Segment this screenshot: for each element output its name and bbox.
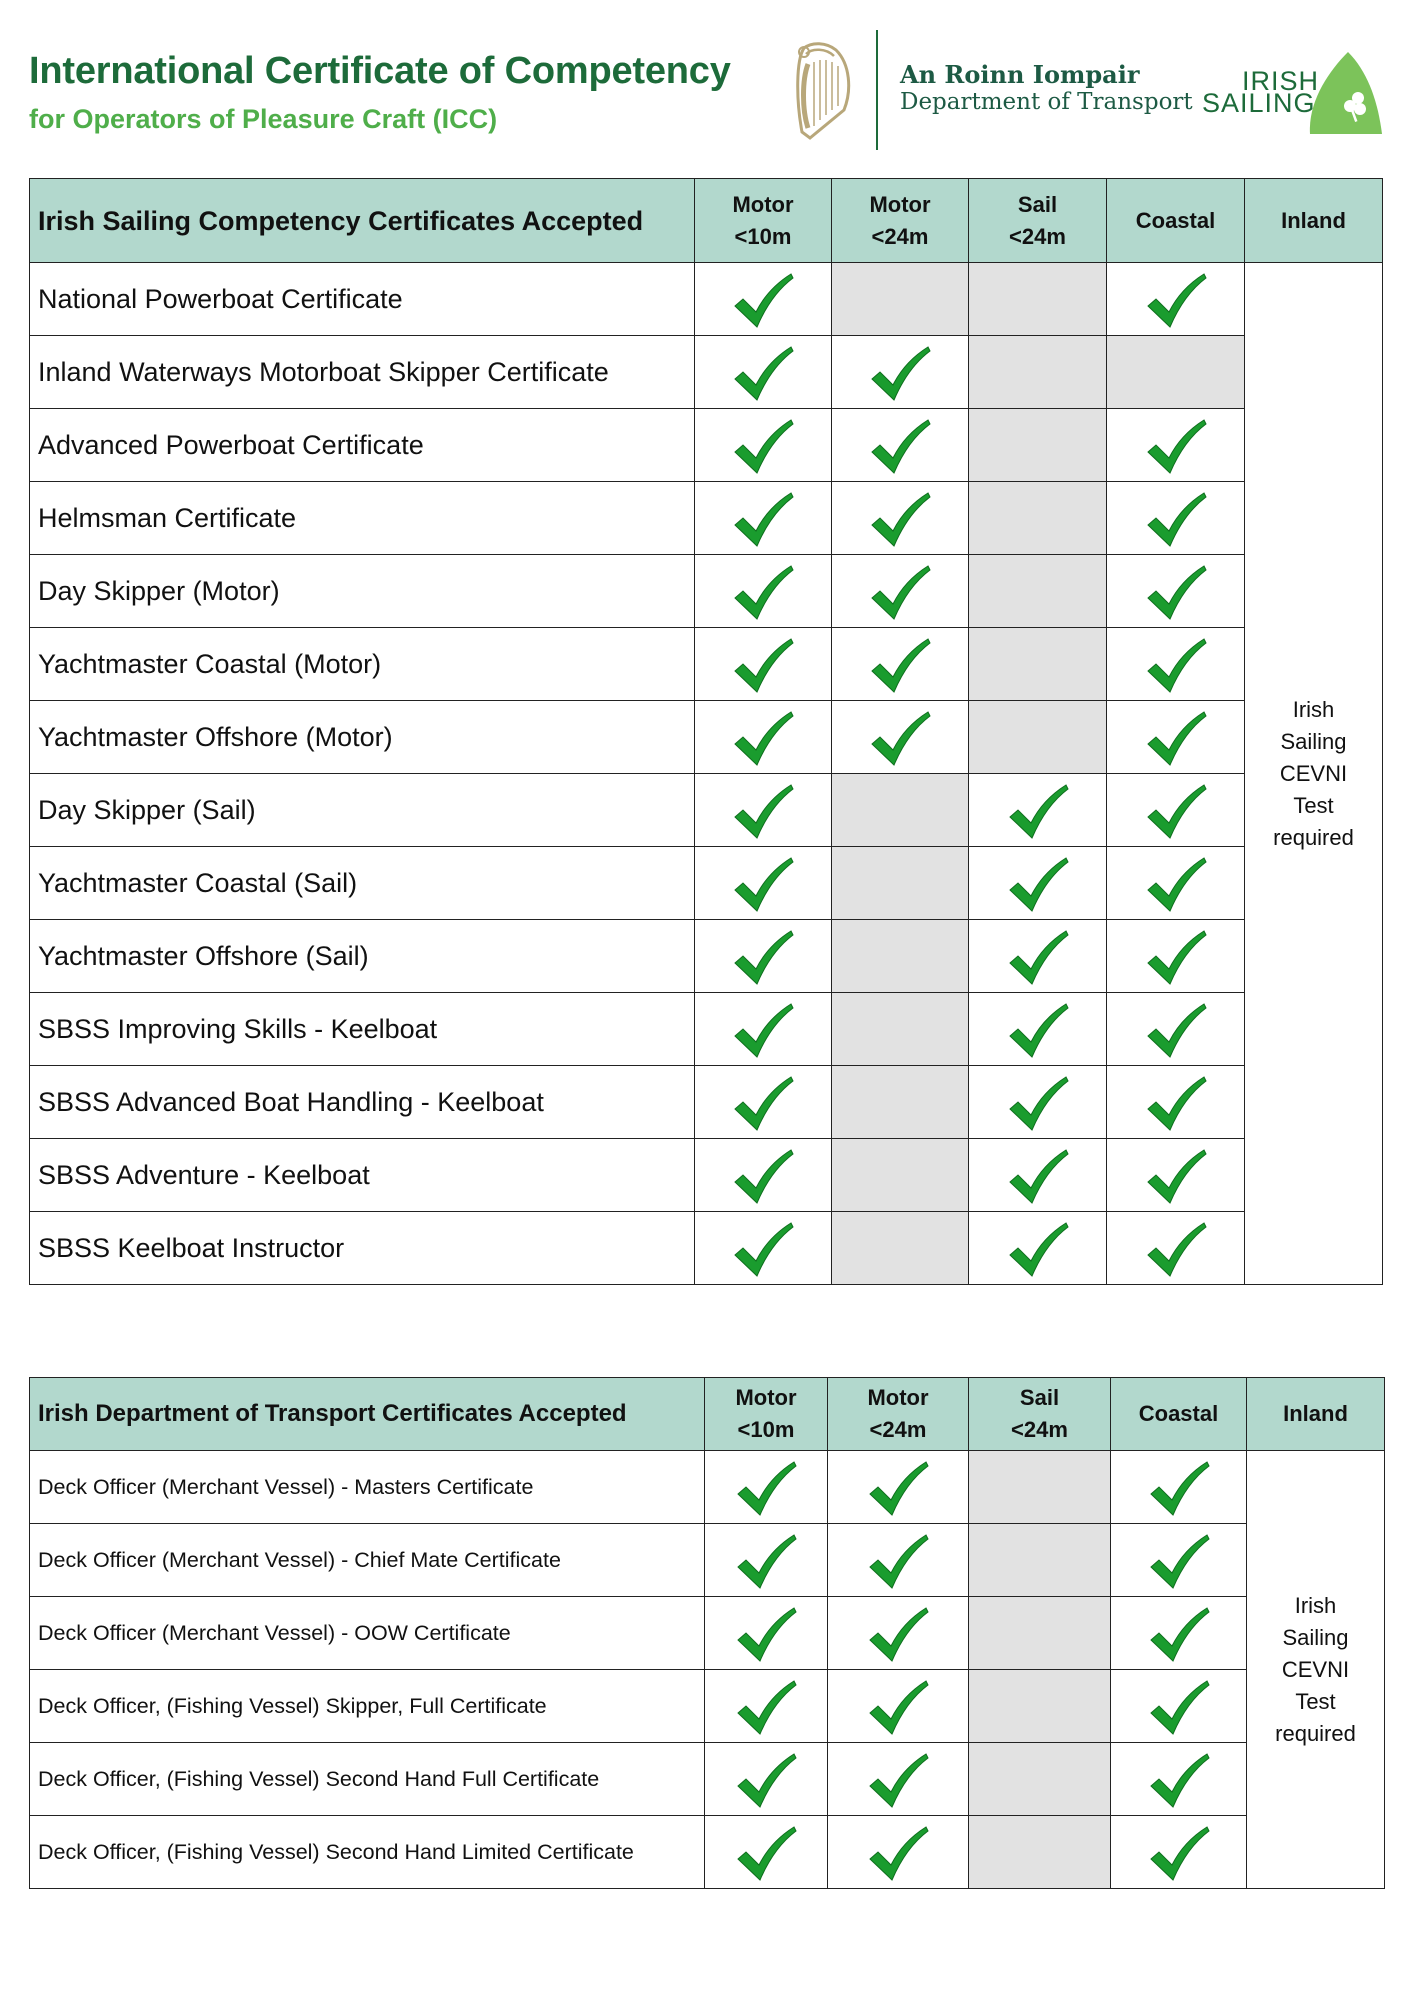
check-icon <box>1006 1002 1070 1060</box>
check-icon <box>1147 1460 1211 1518</box>
table-row <box>30 847 1383 920</box>
cell-sail-24m <box>969 628 1107 701</box>
table-row <box>30 701 1383 774</box>
certificate-name: Deck Officer (Merchant Vessel) - Chief Mate Certificate <box>30 1524 705 1597</box>
cell-sail-24m <box>969 482 1107 555</box>
table-row <box>30 555 1383 628</box>
harp-emblem-icon <box>790 40 856 144</box>
column-header-motor-24m: Motor <24m <box>832 179 969 263</box>
check-icon <box>731 345 795 403</box>
check-icon <box>734 1752 798 1810</box>
cell-motor-24m <box>832 1066 969 1139</box>
check-icon <box>734 1606 798 1664</box>
check-icon <box>1147 1752 1211 1810</box>
check-icon <box>1144 272 1208 330</box>
table-row <box>30 993 1383 1066</box>
check-icon <box>1144 710 1208 768</box>
check-icon <box>731 1075 795 1133</box>
cell-sail-24m <box>969 336 1107 409</box>
cell-motor-24m <box>832 1139 969 1212</box>
table-row <box>30 1597 1385 1670</box>
certificate-name: Yachtmaster Coastal (Sail) <box>30 847 695 920</box>
column-header-inland: Inland <box>1247 1378 1385 1451</box>
check-icon <box>734 1533 798 1591</box>
cell-coastal <box>1111 1524 1247 1597</box>
cell-coastal <box>1107 920 1245 993</box>
dept-name-english: Department of Transport <box>900 89 1193 115</box>
cell-sail-24m <box>969 1743 1111 1816</box>
cell-sail-24m <box>969 263 1107 336</box>
check-icon <box>1144 564 1208 622</box>
cell-coastal <box>1111 1451 1247 1524</box>
certificate-name: SBSS Adventure - Keelboat <box>30 1139 695 1212</box>
cell-coastal <box>1107 774 1245 847</box>
check-icon <box>1144 491 1208 549</box>
check-icon <box>731 856 795 914</box>
certificate-name: Helmsman Certificate <box>30 482 695 555</box>
cell-coastal <box>1107 1139 1245 1212</box>
cell-motor-24m <box>832 263 969 336</box>
cell-coastal <box>1107 1212 1245 1285</box>
check-icon <box>1006 856 1070 914</box>
cell-motor-10m <box>695 774 832 847</box>
column-header-motor-10m: Motor <10m <box>705 1378 828 1451</box>
cell-motor-10m <box>695 847 832 920</box>
cell-coastal <box>1107 993 1245 1066</box>
check-icon <box>1144 783 1208 841</box>
cell-motor-24m <box>832 993 969 1066</box>
cell-motor-10m <box>695 1066 832 1139</box>
header-divider <box>876 30 878 150</box>
certificate-name: Deck Officer, (Fishing Vessel) Skipper, Full Certificate <box>30 1670 705 1743</box>
table-title: Irish Department of Transport Certificates Accepted <box>30 1378 705 1451</box>
cell-coastal <box>1111 1597 1247 1670</box>
cell-motor-24m <box>828 1670 969 1743</box>
column-header-sail-24m: Sail <24m <box>969 1378 1111 1451</box>
check-icon <box>731 272 795 330</box>
cell-motor-24m <box>828 1524 969 1597</box>
table-row <box>30 263 1383 336</box>
page-header <box>0 0 1414 160</box>
check-icon <box>731 637 795 695</box>
certificate-name: Day Skipper (Motor) <box>30 555 695 628</box>
check-icon <box>1144 856 1208 914</box>
check-icon <box>1144 1002 1208 1060</box>
cell-coastal <box>1107 336 1245 409</box>
check-icon <box>731 710 795 768</box>
cell-sail-24m <box>969 555 1107 628</box>
check-icon <box>1006 1148 1070 1206</box>
cell-sail-24m <box>969 1451 1111 1524</box>
check-icon <box>731 1221 795 1279</box>
cell-motor-24m <box>832 555 969 628</box>
cell-sail-24m <box>969 1670 1111 1743</box>
cell-sail-24m <box>969 1066 1107 1139</box>
check-icon <box>1147 1679 1211 1737</box>
check-icon <box>731 418 795 476</box>
table-row <box>30 1816 1385 1889</box>
page-subtitle: for Operators of Pleasure Craft (ICC) <box>29 104 498 134</box>
dept-transport-table <box>29 1377 1385 1889</box>
check-icon <box>868 418 932 476</box>
cell-sail-24m <box>969 1816 1111 1889</box>
cell-sail-24m <box>969 993 1107 1066</box>
inland-requirement-note: Irish Sailing CEVNI Test required <box>1245 263 1383 1285</box>
check-icon <box>734 1460 798 1518</box>
cell-motor-10m <box>695 482 832 555</box>
irish-sailing-logo-line1: IRISH <box>1242 66 1320 96</box>
table-row <box>30 482 1383 555</box>
cell-motor-24m <box>832 1212 969 1285</box>
check-icon <box>734 1679 798 1737</box>
check-icon <box>1006 1221 1070 1279</box>
cell-sail-24m <box>969 847 1107 920</box>
table-row <box>30 1451 1385 1524</box>
check-icon <box>866 1533 930 1591</box>
cell-motor-10m <box>695 993 832 1066</box>
cell-coastal <box>1107 1066 1245 1139</box>
check-icon <box>868 637 932 695</box>
check-icon <box>731 491 795 549</box>
check-icon <box>866 1825 930 1883</box>
cell-motor-24m <box>832 920 969 993</box>
check-icon <box>731 1148 795 1206</box>
certificate-name: Yachtmaster Coastal (Motor) <box>30 628 695 701</box>
cell-motor-24m <box>828 1743 969 1816</box>
certificate-name: SBSS Keelboat Instructor <box>30 1212 695 1285</box>
column-header-coastal: Coastal <box>1111 1378 1247 1451</box>
cell-coastal <box>1107 701 1245 774</box>
cell-sail-24m <box>969 1524 1111 1597</box>
cell-motor-10m <box>695 263 832 336</box>
cell-sail-24m <box>969 1212 1107 1285</box>
cell-motor-10m <box>705 1816 828 1889</box>
cell-motor-24m <box>832 774 969 847</box>
cell-coastal <box>1107 482 1245 555</box>
table-row <box>30 1743 1385 1816</box>
check-icon <box>866 1679 930 1737</box>
dept-name-irish: An Roinn Iompair <box>900 60 1140 89</box>
cell-sail-24m <box>969 920 1107 993</box>
cell-sail-24m <box>969 701 1107 774</box>
column-header-motor-10m: Motor <10m <box>695 179 832 263</box>
cell-sail-24m <box>969 1139 1107 1212</box>
table-title: Irish Sailing Competency Certificates Accepted <box>30 179 695 263</box>
cell-coastal <box>1111 1743 1247 1816</box>
table-row <box>30 920 1383 993</box>
check-icon <box>1144 1221 1208 1279</box>
check-icon <box>1144 1075 1208 1133</box>
irish-sailing-logo-line2: SAILING <box>1202 88 1316 118</box>
check-icon <box>866 1752 930 1810</box>
check-icon <box>1144 929 1208 987</box>
check-icon <box>1006 929 1070 987</box>
cell-sail-24m <box>969 409 1107 482</box>
check-icon <box>868 710 932 768</box>
cell-motor-10m <box>705 1743 828 1816</box>
certificate-name: Advanced Powerboat Certificate <box>30 409 695 482</box>
check-icon <box>731 564 795 622</box>
certificate-name: SBSS Advanced Boat Handling - Keelboat <box>30 1066 695 1139</box>
certificate-name: Deck Officer, (Fishing Vessel) Second Hand Limited Certificate <box>30 1816 705 1889</box>
column-header-motor-24m: Motor <24m <box>828 1378 969 1451</box>
check-icon <box>731 783 795 841</box>
cell-motor-24m <box>832 482 969 555</box>
check-icon <box>1144 1148 1208 1206</box>
certificate-name: Day Skipper (Sail) <box>30 774 695 847</box>
check-icon <box>1147 1606 1211 1664</box>
cell-motor-10m <box>695 1139 832 1212</box>
check-icon <box>731 929 795 987</box>
cell-motor-10m <box>705 1670 828 1743</box>
cell-coastal <box>1107 263 1245 336</box>
certificate-name: Deck Officer, (Fishing Vessel) Second Hand Full Certificate <box>30 1743 705 1816</box>
check-icon <box>1144 418 1208 476</box>
column-header-inland: Inland <box>1245 179 1383 263</box>
table-row <box>30 1670 1385 1743</box>
table-row <box>30 774 1383 847</box>
cell-coastal <box>1111 1816 1247 1889</box>
cell-coastal <box>1107 409 1245 482</box>
certificate-name: Yachtmaster Offshore (Sail) <box>30 920 695 993</box>
certificate-name: Yachtmaster Offshore (Motor) <box>30 701 695 774</box>
cell-sail-24m <box>969 1597 1111 1670</box>
cell-motor-24m <box>832 336 969 409</box>
table-row <box>30 1139 1383 1212</box>
cell-motor-10m <box>695 920 832 993</box>
cell-coastal <box>1107 555 1245 628</box>
check-icon <box>1147 1825 1211 1883</box>
table-row <box>30 628 1383 701</box>
cell-motor-10m <box>705 1451 828 1524</box>
cell-motor-10m <box>695 628 832 701</box>
irish-sailing-table <box>29 178 1383 1285</box>
check-icon <box>868 345 932 403</box>
table-row <box>30 1212 1383 1285</box>
check-icon <box>734 1825 798 1883</box>
certificate-name: National Powerboat Certificate <box>30 263 695 336</box>
cell-motor-24m <box>832 701 969 774</box>
cell-motor-24m <box>832 847 969 920</box>
check-icon <box>868 564 932 622</box>
column-header-coastal: Coastal <box>1107 179 1245 263</box>
cell-motor-10m <box>705 1597 828 1670</box>
page-title: International Certificate of Competency <box>29 50 731 92</box>
inland-requirement-note: Irish Sailing CEVNI Test required <box>1247 1451 1385 1889</box>
table-row <box>30 409 1383 482</box>
cell-motor-24m <box>828 1451 969 1524</box>
check-icon <box>1144 637 1208 695</box>
cell-motor-10m <box>695 555 832 628</box>
certificate-name: Deck Officer (Merchant Vessel) - Masters Certificate <box>30 1451 705 1524</box>
certificate-name: Deck Officer (Merchant Vessel) - OOW Certificate <box>30 1597 705 1670</box>
table-row <box>30 336 1383 409</box>
check-icon <box>1147 1533 1211 1591</box>
check-icon <box>866 1460 930 1518</box>
cell-coastal <box>1107 628 1245 701</box>
cell-motor-24m <box>828 1597 969 1670</box>
column-header-sail-24m: Sail <24m <box>969 179 1107 263</box>
cell-motor-10m <box>705 1524 828 1597</box>
cell-motor-10m <box>695 1212 832 1285</box>
check-icon <box>1006 1075 1070 1133</box>
cell-motor-24m <box>832 409 969 482</box>
cell-coastal <box>1111 1670 1247 1743</box>
certificate-name: Inland Waterways Motorboat Skipper Certificate <box>30 336 695 409</box>
check-icon <box>866 1606 930 1664</box>
cell-motor-24m <box>828 1816 969 1889</box>
cell-motor-24m <box>832 628 969 701</box>
check-icon <box>731 1002 795 1060</box>
cell-motor-10m <box>695 701 832 774</box>
certificate-name: SBSS Improving Skills - Keelboat <box>30 993 695 1066</box>
table-row <box>30 1066 1383 1139</box>
cell-sail-24m <box>969 774 1107 847</box>
table-row <box>30 1524 1385 1597</box>
cell-coastal <box>1107 847 1245 920</box>
cell-motor-10m <box>695 409 832 482</box>
check-icon <box>868 491 932 549</box>
cell-motor-10m <box>695 336 832 409</box>
check-icon <box>1006 783 1070 841</box>
